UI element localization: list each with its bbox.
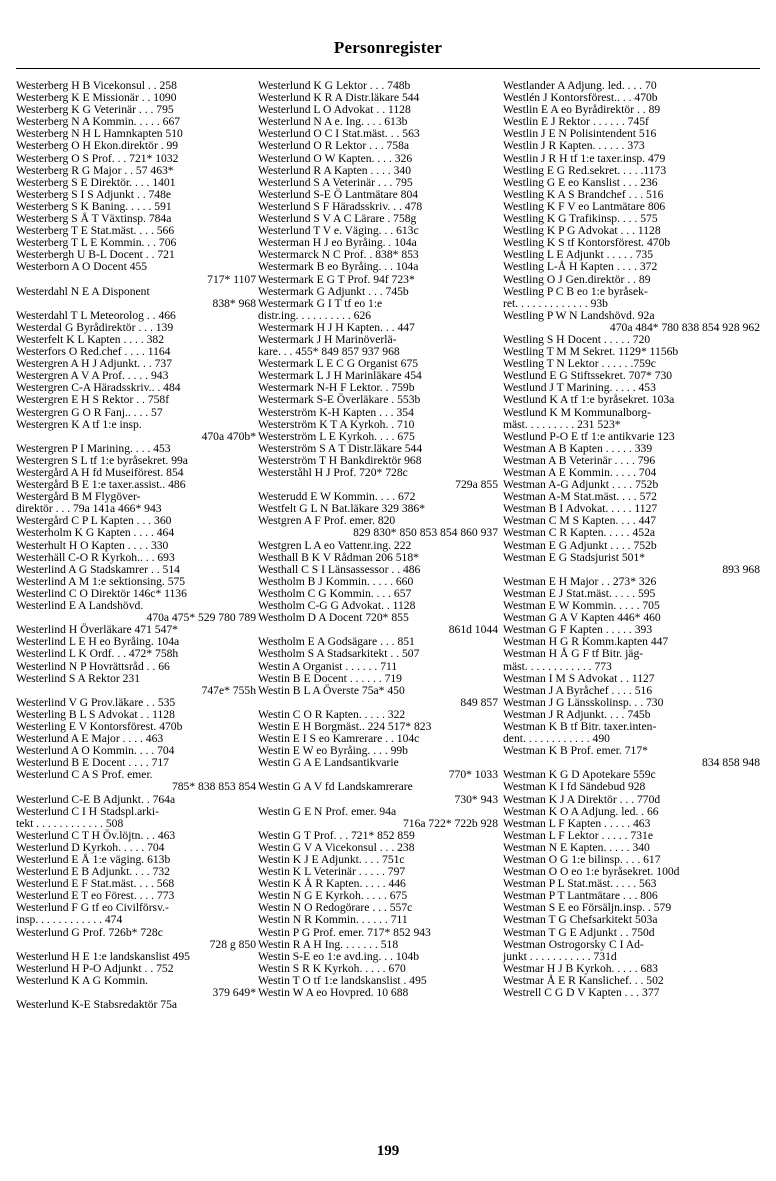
register-entry-line: 728 g 850 <box>209 937 256 951</box>
register-entry: Westin C O R Kapten. . . . . 322 <box>258 707 406 721</box>
register-entry: Westergren A V A Prof. . . . . 943 <box>16 369 169 383</box>
register-entry: Westerlind A G Stadskamrer . . 514 <box>16 562 180 576</box>
register-entry: Westergård A H fd Museiförest. 854 <box>16 466 184 479</box>
register-entry-line: 829 830* 850 853 854 860 937 <box>353 526 498 540</box>
register-entry: Westman E G Adjunkt . . . . 752b <box>503 538 657 552</box>
register-entry: Westerlund E Å 1:e väging. 613b <box>16 853 171 866</box>
register-entry <box>16 806 256 830</box>
register-entry-line: Westgren A F Prof. emer. 820 <box>258 514 396 528</box>
register-entry: Westman C M S Kapten. . . . 447 <box>503 514 656 528</box>
register-entry: Westerlund C T H Öv.löjtn. . . 463 <box>16 828 176 842</box>
register-entry: Westlund P-O E tf 1:e antikvarie 123 <box>503 429 675 443</box>
register-entry-line: Westman E G Stadsjurist 501* <box>503 550 646 564</box>
register-entry: Westerberg O H Ekon.direktör . 99 <box>16 139 179 153</box>
register-entry: Westling S H Docent . . . . . 720 <box>503 332 651 346</box>
register-entry: Westman A B Veterinär . . . . 796 <box>503 453 656 467</box>
register-entry: Westerlund H P-O Adjunkt . . 752 <box>16 961 174 975</box>
register-entry: Westerlund H E 1:e landskanslist 495 <box>16 949 190 963</box>
register-entry: Westerberg K G Veterinär . . . 795 <box>16 103 174 117</box>
register-entry: Westin N R Kommin. . . . . . 711 <box>258 913 408 927</box>
register-entry: Westergren E H S Rektor . . 758f <box>16 393 170 407</box>
register-entry: Westlund K A tf 1:e byråsekret. 103a <box>503 393 675 407</box>
register-entry: Westman E H Major . . 273* 326 <box>503 574 657 588</box>
register-entry: Westerlind C O Direktör 146c* 1136 <box>16 586 187 600</box>
register-entry-line: Westling P C B eo 1:e byråsek- <box>503 284 648 298</box>
register-entry: Westman C R Kapten. . . . . 452a <box>503 526 656 540</box>
register-entry: Westin B E Docent . . . . . . 719 <box>258 671 402 685</box>
register-entry: Westman P T Lantmätare . . . 806 <box>503 889 658 903</box>
register-entry: Westerberg S E Direktör. . . . 1401 <box>16 175 176 189</box>
register-entry: Westling O J Gen.direktör . . 89 <box>503 272 651 286</box>
register-entry: Westman K I fd Sändebud 928 <box>503 780 646 794</box>
register-entry-line: Westerlund F G tf eo Civilförsv.- <box>16 901 169 915</box>
register-entry-line: 470a 475* 529 780 789 <box>146 611 256 625</box>
register-entry <box>503 310 760 334</box>
register-column-2 <box>258 80 498 999</box>
register-entry: Westerlund B E Docent . . . . 717 <box>16 756 169 770</box>
register-entry: Westholm C-G G Advokat. . 1128 <box>258 599 416 613</box>
register-entry: Westmar H J B Kyrkoh. . . . . 683 <box>503 961 658 975</box>
register-entry-line: Westerlind E A Landshövd. <box>16 599 144 613</box>
register-entry: Westerlind H Överläkare 471 547* <box>16 623 178 637</box>
register-entry: Westergren P I Marining. . . . 453 <box>16 441 171 455</box>
register-entry: Westergren S L tf 1:e byråsekret. 99a <box>16 453 188 467</box>
register-entry: Westlin J E N Polisintendent 516 <box>503 127 657 141</box>
register-entry-line: Westin G E N Prof. emer. 94a <box>258 804 397 818</box>
register-entry: Westerström K T A Kyrkoh. . 710 <box>258 417 415 431</box>
register-entry: Westman L F Kapten . . . . . 463 <box>503 816 651 830</box>
register-entry: Westlin E J Rektor . . . . . . 745f <box>503 115 649 129</box>
register-entry: Westlin E A eo Byrådirektör . . 89 <box>503 103 661 117</box>
register-entry: Westerström L E Kyrkoh. . . . 675 <box>258 429 415 443</box>
register-entry: Westerlund S F Häradsskriv. . . 478 <box>258 199 423 213</box>
register-entry: Westerdahl T L Meteorolog . . 466 <box>16 308 176 322</box>
register-entry: Westin S R K Kyrkoh. . . . . 670 <box>258 961 406 975</box>
register-entry: Westman L F Lektor . . . . . 731e <box>503 828 653 842</box>
register-entry: Westerberg S I S Adjunkt . . 748e <box>16 187 172 201</box>
register-entry-line: tekt . . . . . . . . . . . . 508 <box>16 816 124 830</box>
register-entry-line: distr.ing. . . . . . . . . . 626 <box>258 308 372 322</box>
register-entry-line: Westin B L A Överste 75a* 450 <box>258 683 405 697</box>
register-entry: Westling K P G Advokat . . . 1128 <box>503 224 661 238</box>
register-entry: Westin E H Borgmäst.. 224 517* 823 <box>258 719 432 733</box>
register-entry: Westlund E G Stiftssekret. 707* 730 <box>503 369 673 383</box>
register-entry: Westermarck N C Prof. . 838* 853 <box>258 248 419 262</box>
register-entry: Westman A E Kommin. . . . . 704 <box>503 466 657 479</box>
register-entry: Westerström S A T Distr.läkare 544 <box>258 441 423 455</box>
register-entry: Westerlund S-E Ö Lantmätare 804 <box>258 187 419 201</box>
register-entry: Westling G E eo Kanslist . . . 236 <box>503 175 658 189</box>
register-entry: Westerfors O Red.chef . . . . 1164 <box>16 345 171 359</box>
register-entry: Westerhult H O Kapten . . . . 330 <box>16 538 169 552</box>
register-entry: Westman A-M Stat.mäst. . . . 572 <box>503 490 657 504</box>
register-entry: Westerlund L O Advokat . . 1128 <box>258 103 411 117</box>
register-entry <box>258 757 498 781</box>
register-entry-line: 770* 1033 <box>448 768 498 782</box>
register-entry: Westerberg N A Kommin. . . . . 667 <box>16 115 181 129</box>
register-entry: Westman O G 1:e bilinsp. . . . 617 <box>503 853 661 866</box>
register-entry <box>16 975 256 999</box>
register-entry-line: 834 858 948 <box>702 756 760 770</box>
register-entry-line: Westerlund K A G Kommin. <box>16 973 149 987</box>
register-entry: Westlin J R Kapten. . . . . . 373 <box>503 139 645 153</box>
register-entry-line: Westermark J H Marinöverlä- <box>258 332 397 346</box>
register-entry: Westman K G D Apotekare 559c <box>503 768 656 782</box>
register-entry-line: Westerlund C A S Prof. emer. <box>16 768 153 782</box>
register-entry <box>258 806 498 830</box>
register-column-1 <box>16 80 256 1011</box>
register-entry: Westling K S tf Kontorsförest. 470b <box>503 236 671 250</box>
register-entry: Westerlund S V A C Lärare . 758g <box>258 212 417 226</box>
register-entry: Westman J A Byråchef . . . . 516 <box>503 683 653 697</box>
register-entry-line: insp. . . . . . . . . . . . 474 <box>16 913 123 927</box>
register-entry: Westerlund K R A Distr.läkare 544 <box>258 91 420 105</box>
register-entry <box>16 419 256 443</box>
register-entry: Westin G V A Vicekonsul . . . 238 <box>258 840 415 854</box>
register-entry: Westerberg T E Stat.mäst. . . . 566 <box>16 224 175 238</box>
register-entry-line: Westerlund G Prof. 726b* 728c <box>16 925 163 939</box>
register-entry <box>16 927 256 951</box>
register-entry <box>258 298 498 322</box>
register-entry-line: Westerdahl N E A Disponent <box>16 284 150 298</box>
register-entry-line: 893 968 <box>722 562 760 576</box>
register-entry <box>16 286 256 310</box>
register-entry: Westergård B E 1:e taxer.assist.. 486 <box>16 478 186 492</box>
register-entry-line: Westin G A E Landsantikvarie <box>258 756 399 770</box>
register-entry <box>258 467 498 491</box>
register-entry: Westholm C G Kommin. . . . 657 <box>258 586 412 600</box>
register-entry: Westin A Organist . . . . . . 711 <box>258 659 398 673</box>
register-entry-line: junkt . . . . . . . . . . . 731d <box>503 949 617 963</box>
register-entry: Westerström K-H Kapten . . . 354 <box>258 405 414 419</box>
register-entry: Westman J R Adjunkt. . . . 745b <box>503 707 651 721</box>
register-entry: Westling K F V eo Lantmätare 806 <box>503 199 666 213</box>
register-entry: Westman K O A Adjung. led. . 66 <box>503 804 659 818</box>
register-entry: Westrell C G D V Kapten . . . 377 <box>503 986 660 1000</box>
register-entry-line: 730* 943 <box>454 792 498 806</box>
register-entry: Westling K A S Brandchef . . . 516 <box>503 187 664 201</box>
register-entry: Westerlund O R Lektor . . . 758a <box>258 139 410 153</box>
register-entry-line: kare. . . 455* 849 857 937 968 <box>258 345 400 359</box>
register-entry: Westermark L E C G Organist 675 <box>258 357 419 371</box>
register-entry: Westermark G Adjunkt . . . 745b <box>258 284 409 298</box>
register-entry: Westman I M S Advokat . . 1127 <box>503 671 655 685</box>
register-entry: Westerberg S Å T Växtinsp. 784a <box>16 212 172 226</box>
register-entry: Westerlund O C I Stat.mäst. . . 563 <box>258 127 420 141</box>
register-entry: Westman B I Advokat. . . . . 1127 <box>503 502 658 516</box>
register-entry-line: 849 857 <box>460 695 498 709</box>
register-entry: Westerlund N A e. Ing. . . . 613b <box>258 115 408 129</box>
header-rule <box>16 68 760 69</box>
register-entry-line: Westlund K M Kommunalborg- <box>503 405 651 419</box>
register-entry: Westling K G Trafikinsp. . . . 575 <box>503 212 658 226</box>
register-entry <box>16 673 256 697</box>
register-entry: Westerberg N H L Hamnkapten 510 <box>16 127 183 141</box>
register-entry: Westin K Å R Kapten. . . . . 446 <box>258 877 406 891</box>
register-entry: Westerlund A O Kommin. . . . 704 <box>16 744 175 758</box>
register-entry: Westerberg T L E Kommin. . . 706 <box>16 236 177 250</box>
register-entry: Westerlund R A Kapten . . . . 340 <box>258 163 411 177</box>
register-entry <box>503 939 760 963</box>
register-entry: Westerberg H B Vicekonsul . . 258 <box>16 79 177 92</box>
register-entry: Westermark N-H F Lektor. . 759b <box>258 381 415 395</box>
register-entry: Westman K J A Direktör . . . 770d <box>503 792 661 806</box>
register-entry-line: Westholm D A Docent 720* 855 <box>258 611 409 625</box>
register-entry: Westling T M M Sekret. 1129* 1156b <box>503 345 679 359</box>
register-entry: Westhall C S I Länsassessor . . 486 <box>258 562 421 576</box>
register-entry: Westman E W Kommin. . . . . 705 <box>503 599 660 613</box>
register-entry: Westerlund E B Adjunkt. . . . 732 <box>16 865 170 879</box>
register-entry: Westin W A eo Hovpred. 10 688 <box>258 986 409 1000</box>
register-entry: Westhall B K V Rådman 206 518* <box>258 550 419 564</box>
register-entry-line: 717* 1107 <box>207 272 256 286</box>
register-entry <box>16 600 256 624</box>
register-entry-line: 716a 722* 722b 928 <box>403 816 498 830</box>
register-entry: Westin P G Prof. emer. 717* 852 943 <box>258 925 431 939</box>
register-entry: Westlund J T Marining. . . . . 453 <box>503 381 656 395</box>
register-entry-line: direktör . . . 79a 141a 466* 943 <box>16 502 162 516</box>
register-entry: Westgren L A eo Vattenr.ing. 222 <box>258 538 412 552</box>
register-entry: Westerhäll C-O R Kyrkoh.. . . 693 <box>16 550 175 564</box>
register-entry: Westerling B L S Advokat . . 1128 <box>16 707 175 721</box>
register-entry-line: Westergård B M Flygöver- <box>16 490 141 504</box>
register-entry: Westerlund O W Kapten. . . . 326 <box>258 151 413 165</box>
register-entry-line: Westman H Å G F tf Bitr. jäg- <box>503 647 644 661</box>
register-entry <box>503 552 760 576</box>
register-entry: Westling T N Lektor . . . . . .759c <box>503 357 656 371</box>
register-entry: Westerström T H Bankdirektör 968 <box>258 453 422 467</box>
register-entry-line: Westman K B tf Bitr. taxer.inten- <box>503 719 657 733</box>
register-entry <box>258 515 498 539</box>
register-entry: Westman S E eo Försäljn.insp. . 579 <box>503 901 672 915</box>
register-entry: Westerudd E W Kommin. . . . 672 <box>258 490 416 504</box>
register-entry: Westerlund K G Lektor . . . 748b <box>258 79 411 92</box>
register-entry <box>503 407 760 431</box>
register-entry <box>503 648 760 672</box>
register-entry: Westin E W eo Byråing. . . . 99b <box>258 744 408 758</box>
register-column-3 <box>503 80 760 999</box>
register-entry: Westman T G Chefsarkitekt 503a <box>503 913 658 927</box>
register-entry: Westerlind N P Hovrättsråd . . 66 <box>16 659 170 673</box>
register-entry: Westman E J Stat.mäst. . . . . 595 <box>503 586 656 600</box>
register-entry: Westin K L Veterinär . . . . . 797 <box>258 865 406 879</box>
register-entry: Westman J G Länsskolinsp. . . 730 <box>503 695 664 709</box>
register-entry: Westerlund C-E B Adjunkt. . 764a <box>16 792 176 806</box>
register-entry: Westman N E Kapten. . . . . 340 <box>503 840 650 854</box>
register-entry: Westman H G R Komm.kapten 447 <box>503 635 669 649</box>
register-entry <box>16 261 256 285</box>
register-entry: Westergren C-A Häradsskriv.. . 484 <box>16 381 181 395</box>
register-entry: Westerlind A M 1:e sektionsing. 575 <box>16 574 186 588</box>
register-entry-line: Westerlind S A Rektor 231 <box>16 671 141 685</box>
register-entry <box>258 334 498 358</box>
register-entry: Westlén J Kontorsförest.. . . 470b <box>503 91 658 105</box>
register-entry: Westerberg K E Missionär . . 1090 <box>16 91 177 105</box>
register-entry: Westerlind V G Prov.läkare . . 535 <box>16 695 176 709</box>
page-title: Personregister <box>333 38 443 57</box>
register-entry: Westin K J E Adjunkt. . . . 751c <box>258 853 405 866</box>
register-entry: Westman G A V Kapten 446* 460 <box>503 611 661 625</box>
register-entry: Westermark E G T Prof. 94f 723* <box>258 272 415 286</box>
register-entry: Westman G F Kapten . . . . . 393 <box>503 623 653 637</box>
register-entry-line: 747e* 755h <box>201 683 256 697</box>
register-entry-line: Westling P W N Landshövd. 92a <box>503 308 655 322</box>
register-entry-line: 379 649* <box>212 986 256 1000</box>
register-entry: Westin S-E eo 1:e avd.ing. . . 104b <box>258 949 420 963</box>
register-entry-line: 838* 968 <box>212 296 256 310</box>
register-entry: Westerlund A E Major . . . . 463 <box>16 732 164 746</box>
register-entry: Westholm S A Stadsarkitekt . . 507 <box>258 647 420 661</box>
register-entry <box>258 612 498 636</box>
register-entry: Westlander A Adjung. led. . . . 70 <box>503 79 657 92</box>
register-entry: Westman O O eo 1:e byråsekret. 100d <box>503 865 680 879</box>
register-entry: Westerling E V Kontorsförest. 470b <box>16 719 183 733</box>
register-entry: Westin E I S eo Kamrerare . . 104c <box>258 732 420 746</box>
register-entry <box>503 745 760 769</box>
register-entry-line: Westman K B Prof. emer. 717* <box>503 744 648 758</box>
register-entry: Westermark S-E Överläkare . 553b <box>258 393 421 407</box>
register-entry <box>16 491 256 515</box>
register-entry-line: Westman Ostrogorsky C I Ad- <box>503 937 644 951</box>
register-entry: Westerlund E F Stat.mäst. . . . 568 <box>16 877 175 891</box>
register-entry-line: Westergren K A tf 1:e insp. <box>16 417 142 431</box>
register-entry-line: 470a 484* 780 838 854 928 962 <box>609 320 760 334</box>
register-entry: Westerberg O S Prof. . . 721* 1032 <box>16 151 179 165</box>
register-entry: Westerlund E T eo Förest. . . . 773 <box>16 889 175 903</box>
register-entry-line: mäst. . . . . . . . . . . . 773 <box>503 659 612 673</box>
page-number: 199 <box>376 1143 400 1159</box>
register-entry-line: Westermark G I T tf eo 1:e <box>258 296 383 310</box>
register-entry: Westermark H J H Kapten. . . 447 <box>258 320 415 334</box>
register-entry-line: Westin G A V fd Landskamrerare <box>258 780 413 794</box>
register-entry: Westerfelt K L Kapten . . . . 382 <box>16 332 165 346</box>
register-entry: Westman A B Kapten . . . . . 339 <box>503 441 653 455</box>
register-entry: Westerlind L E H eo Byråing. 104a <box>16 635 180 649</box>
register-entry: Westman P L Stat.mäst. . . . . 563 <box>503 877 657 891</box>
register-entry-line: 470a 470b* <box>201 429 256 443</box>
register-entry <box>503 721 760 745</box>
register-entry: Westerbergh U B-L Docent . . 721 <box>16 248 175 262</box>
register-entry-line: dent. . . . . . . . . . . . 490 <box>503 732 610 746</box>
register-entry-line: Westerlund C I H Stadspl.arki- <box>16 804 159 818</box>
register-entry: Westmar Å E R Kanslichef. . . 502 <box>503 973 664 987</box>
register-entry: Westerman H J eo Byråing. . 104a <box>258 236 417 250</box>
register-entry: Westerberg S K Baning. . . . . 591 <box>16 199 172 213</box>
register-entry: Westholm E A Godsägare . . . 851 <box>258 635 415 649</box>
register-entry-line: ret. . . . . . . . . . . . . 93b <box>503 296 608 310</box>
register-entry: Westlin J R H tf 1:e taxer.insp. 479 <box>503 151 666 165</box>
register-entry <box>258 685 498 709</box>
register-entry: Westergård C P L Kapten . . . 360 <box>16 514 172 528</box>
register-entry <box>258 781 498 805</box>
register-entry-line: Westerborn A O Docent 455 <box>16 260 148 274</box>
register-entry <box>503 286 760 310</box>
register-entry: Westermark L J H Marinläkare 454 <box>258 369 422 383</box>
register-entry: Westling L E Adjunkt . . . . . 735 <box>503 248 653 262</box>
register-entry: Westerdal G Byrådirektör . . . 139 <box>16 320 174 334</box>
register-entry: Westerberg R G Major . . 57 463* <box>16 163 174 177</box>
register-entry: Westman T G E Adjunkt . . 750d <box>503 925 655 939</box>
register-entry: Westling E G Red.sekret. . . . .1173 <box>503 163 667 177</box>
register-entry-line: 861d 1044 <box>448 623 498 637</box>
register-entry: Westling L-Å H Kapten . . . . 372 <box>503 260 658 274</box>
register-entry: Westerlund T V e. Väging. . . 613c <box>258 224 419 238</box>
register-entry: Westerlind L K Ordf. . . 472* 758h <box>16 647 179 661</box>
register-entry: Westfelt G L N Bat.läkare 329 386* <box>258 502 426 516</box>
register-entry-line: mäst. . . . . . . . . 231 523* <box>503 417 621 431</box>
register-entry-line: 729a 855 <box>455 478 498 492</box>
register-entry: Westermark B eo Byråing. . . 104a <box>258 260 419 274</box>
register-entry <box>16 902 256 926</box>
register-entry-line: Westerståhl H J Prof. 720* 728c <box>258 466 408 479</box>
register-entry: Westin N O Redogörare . . . 557c <box>258 901 413 915</box>
register-entry: Westergren A H J Adjunkt. . . 737 <box>16 357 173 371</box>
register-entry: Westin T O tf 1:e landskanslist . 495 <box>258 973 427 987</box>
register-entry: Westin G T Prof. . . 721* 852 859 <box>258 828 415 842</box>
register-entry: Westman A-G Adjunkt . . . . 752b <box>503 478 659 492</box>
register-entry: Westerlund K-E Stabsredaktör 75a <box>16 998 178 1012</box>
register-entry: Westerlund D Kyrkoh. . . . . 704 <box>16 840 165 854</box>
register-entry <box>16 769 256 793</box>
register-entry: Westin R A H Ing. . . . . . . 518 <box>258 937 399 951</box>
register-entry: Westergren G O R Fanj.. . . . 57 <box>16 405 163 419</box>
register-entry: Westholm B J Kommin. . . . . 660 <box>258 574 414 588</box>
register-entry: Westerlund S A Veterinär . . . 795 <box>258 175 413 189</box>
register-entry-line: 785* 838 853 854 <box>171 780 256 794</box>
register-entry: Westerholm K G Kapten . . . . 464 <box>16 526 175 540</box>
register-entry: Westin N G E Kyrkoh. . . . . 675 <box>258 889 408 903</box>
